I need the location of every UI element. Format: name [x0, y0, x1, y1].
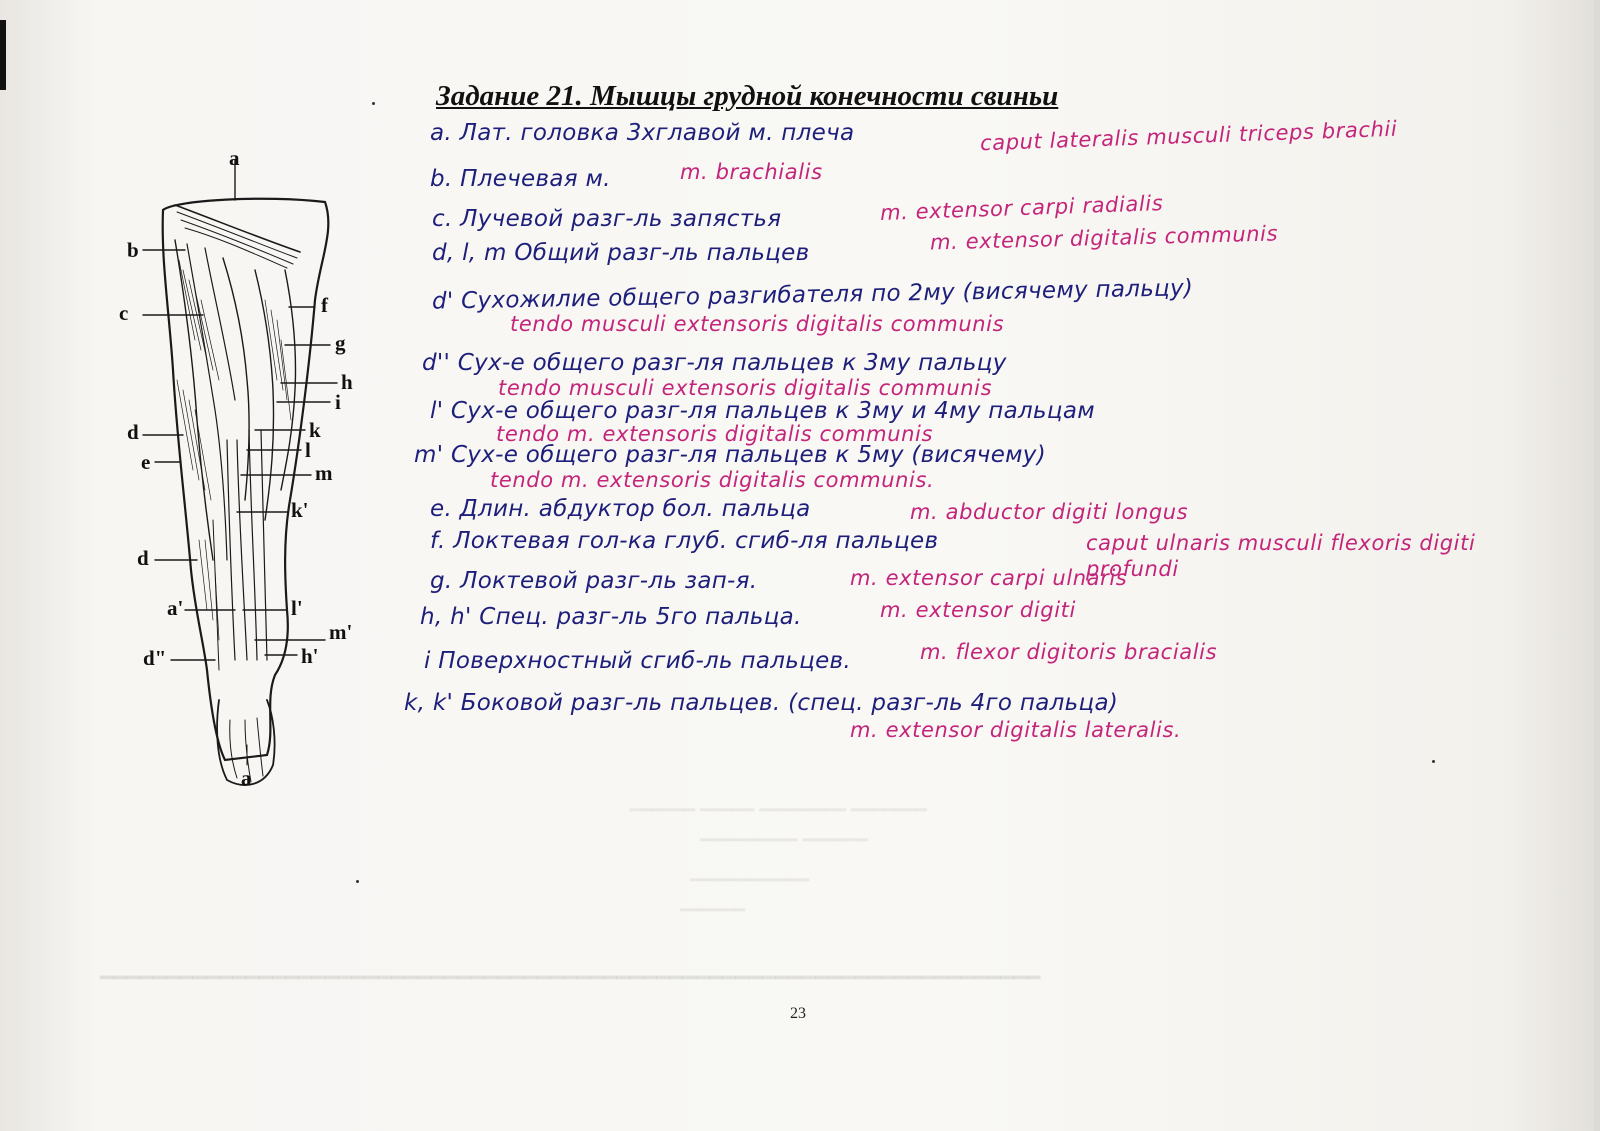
bleed-through: ━━━━━━━━━ ━━━━━━ [700, 830, 868, 850]
entry-lat-h: m. extensor digiti [880, 598, 1076, 622]
figure-label-d-double-prime: d" [143, 646, 167, 670]
figure-label-g: g [335, 331, 346, 355]
bleed-through: ━━━━━━ [680, 900, 746, 920]
entry-lat-l-prime: tendo m. extensoris digitalis communis [496, 422, 934, 446]
entry-lat-d-prime: tendo musculi extensoris digitalis communis [510, 312, 1005, 336]
figure-label-a-prime: a' [167, 596, 184, 620]
entry-ru-e: e. Длин. абдуктор бол. пальца [430, 496, 811, 522]
figure-label-c: c [119, 301, 129, 325]
figure-label-m-prime: m' [329, 620, 353, 644]
anatomical-figure [115, 140, 375, 800]
entry-ru-i: i Поверхностный сгиб-ль пальцев. [424, 648, 851, 674]
entry-ru-m-prime: m' Сух-е общего разг-ля пальцев к 5му (висячему) [414, 442, 1046, 468]
entry-ru-g: g. Локтевой разг-ль зап-я. [430, 568, 758, 594]
figure-label-k: k [309, 418, 321, 442]
entry-ru-k: k, k' Боковой разг-ль пальцев. (спец. разг-ль 4го пальца) [404, 690, 1119, 716]
entry-ru-f: f. Локтевая гол-ка глуб. сгиб-ля пальцев [430, 528, 939, 554]
entry-ru-l-prime: l' Сух-е общего разг-ля пальцев к 3му и 4му пальцам [430, 398, 1095, 424]
page-title: Задание 21. Мышцы грудной конечности свиньи [436, 80, 1059, 112]
figure-label-e: e [141, 450, 151, 474]
figure-label-b: b [127, 238, 139, 262]
entry-ru-h: h, h' Спец. разг-ль 5го пальца. [420, 604, 802, 630]
entry-lat-m-prime: tendo m. extensoris digitalis communis. [490, 468, 935, 492]
figure-label-a-bottom: a [241, 766, 252, 790]
entry-lat-e: m. abductor digiti longus [910, 500, 1189, 524]
figure-label-l: l [305, 438, 311, 462]
entry-ru-b: b. Плечевая м. [430, 166, 611, 192]
entry-lat-d-double-prime: tendo musculi extensoris digitalis communis [498, 376, 993, 400]
figure-label-f: f [321, 293, 328, 317]
figure-label-h-prime: h' [301, 644, 319, 668]
figure-label-d: d [127, 420, 139, 444]
bleed-through: ━━━━━━━━━━━━━━━━━━━━━━━━━━━━━━━━━━━━━━━━━━━━━━━━━━━━━━━━━━━━━━━━━━━━━━━ [100, 965, 1041, 990]
page-number: 23 [790, 1005, 806, 1022]
entry-ru-d-prime: d' Сухожилие общего разгибателя по 2му (висячему пальцу) [431, 275, 1194, 315]
entry-ru-d: d, l, m Общий разг-ль пальцев [432, 240, 810, 266]
figure-label-a-top: a [229, 146, 240, 170]
speck [372, 102, 375, 105]
entry-ru-d-double-prime: d'' Сух-е общего разг-ля пальцев к 3му пальцу [422, 350, 1007, 376]
figure-label-h: h [341, 370, 353, 394]
entry-ru-a: a. Лат. головка 3хглавой м. плеча [430, 120, 855, 146]
forelimb-muscles-drawing [115, 140, 375, 800]
page-edge [1594, 0, 1600, 1131]
speck [356, 880, 359, 883]
entry-lat-c: m. extensor carpi radialis [879, 191, 1164, 225]
figure-label-l-prime: l' [291, 596, 303, 620]
figure-label-d-lower: d [137, 546, 149, 570]
figure-label-m: m [315, 461, 333, 485]
bleed-through: ━━━━━━━━━━━ [690, 870, 810, 890]
speck [1432, 760, 1435, 763]
entry-ru-c: c. Лучевой разг-ль запястья [432, 206, 782, 232]
entry-lat-k: m. extensor digitalis lateralis. [850, 718, 1182, 742]
bleed-through: ━━━━━━ ━━━━━ ━━━━━━━━ ━━━━━━━ [630, 800, 927, 820]
entry-lat-d: m. extensor digitalis communis [929, 221, 1279, 255]
entry-lat-a: caput lateralis musculi triceps brachii [979, 116, 1398, 156]
scan-edge-shadow [0, 20, 6, 90]
entry-lat-f: caput ulnaris musculi flexoris digiti profundi [1086, 531, 1476, 581]
entry-lat-i: m. flexor digitoris bracialis [920, 640, 1218, 664]
entry-lat-b: m. brachialis [680, 160, 823, 184]
entry-lat-g: m. extensor carpi ulnaris [850, 566, 1128, 590]
figure-label-i: i [335, 390, 341, 414]
figure-label-k-prime: k' [291, 498, 309, 522]
